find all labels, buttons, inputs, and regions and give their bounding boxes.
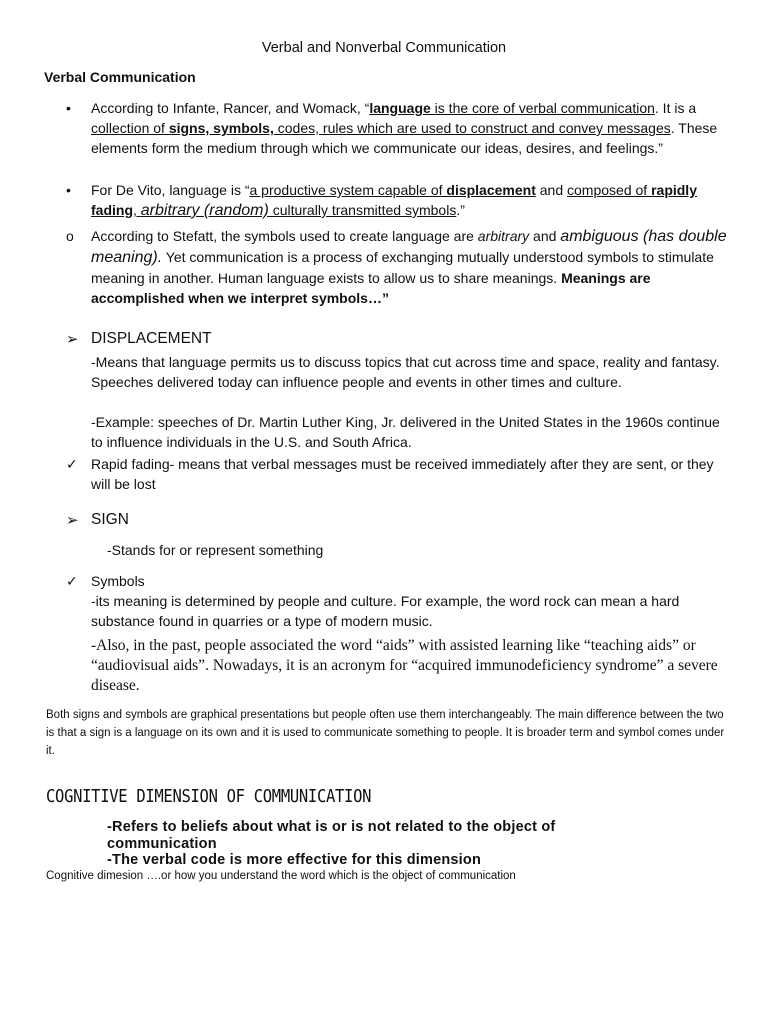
arrow-bullet-icon: ➢ [66,331,79,348]
underlined-text: , [133,202,141,218]
checkmark-icon: ✓ [66,456,78,472]
sign-definition: -Stands for or represent something [107,542,324,558]
cognitive-verbal-code: -The verbal code is more effective for this dimension [107,852,481,868]
underlined-text: composed of [567,182,652,198]
bullet-text: According to Stefatt, the symbols used to create language are [91,228,478,244]
symbols-definition: -its meaning is determined by people and culture. For example, the word rock can mean a hard substance found in quarries or a type of modern music. [91,593,680,629]
bold-text: Meanings are accomplished when we interpret symbols…” [91,270,651,306]
bullet-text: For De Vito, language is “ [91,182,250,198]
underlined-text: codes, rules which are used to construct and convey messages [273,120,671,136]
displacement-heading: DISPLACEMENT [91,330,212,347]
bullet-text: . It is a [654,100,697,116]
checkmark-icon: ✓ [66,573,78,589]
displacement-definition: -Means that language permits us to discuss topics that cut across time and space, reality and fantasy. Speeches delivered today can influence people and events in other times and culture. [91,354,720,390]
italic-text: arbitrary [477,228,530,244]
arrow-bullet-icon: ➢ [66,512,79,529]
underlined-text: a productive system capable of [249,182,447,198]
sign-heading: SIGN [91,511,129,528]
bullet-text: and [529,228,561,244]
bullet-infante [91,98,731,158]
bullet-text: Yet communication is a process of exchanging mutually understood symbols to stimulate meaning in another. Human language exists to allow us to share meanings. [91,249,714,286]
bullet-dot-icon: • [66,182,71,198]
italic-underlined-text: arbitrary (random) [140,202,269,219]
bullet-dot-icon: • [66,100,71,116]
underlined-text: is the core of verbal communication [430,100,655,116]
bullet-text: and [535,182,568,198]
bullet-text: . These elements form the medium through which we communicate our ideas, desires, and feelings.” [91,120,718,156]
italic-text: ambiguous (has double meaning). [91,228,727,266]
rapid-fading-text: Rapid fading- means that verbal messages must be received immediately after they are sent, or they will be lost [91,456,714,492]
bold-underlined-text: language [369,100,431,116]
underlined-text: culturally transmitted symbols [268,202,457,218]
underlined-text: collection of [91,120,169,136]
bullet-text: According to Infante, Rancer, and Womack, “ [91,100,370,116]
symbols-heading: Symbols [91,573,145,589]
symbols-aids-example: -Also, in the past, people associated the word “aids” with assisted learning like “teaching aids” or “audiovisual aids”. Nowadays, it is an acronym for “acquired immunodeficiency syndrome” a severe disease. [91,637,718,694]
displacement-example: -Example: speeches of Dr. Martin Luther King, Jr. delivered in the United States in the 1960s continue to influence individuals in the U.S. and South Africa. [91,414,720,450]
signs-symbols-paragraph: Both signs and symbols are graphical presentations but people often use them interchangeably. The main difference between the two is that a sign is a language on its own and it is used to communicate something to people. It is broader term and symbol comes under it. [46,709,725,757]
bold-underlined-text: signs, symbols, [168,120,274,136]
bullet-text: .” [456,202,465,218]
document-title: Verbal and Nonverbal Communication [261,40,507,56]
verbal-communication-heading: Verbal Communication [44,69,196,85]
cognitive-definition: -Refers to beliefs about what is or is not related to the object of communication [107,819,556,852]
bold-underlined-text: rapidly fading [91,182,697,218]
bullet-circle-icon: o [66,228,74,244]
cognitive-heading: COGNITIVE DIMENSION OF COMMUNICATION [46,786,372,807]
bullet-devito [91,180,731,221]
cognitive-note: Cognitive dimesion ….or how you understand the word which is the object of communication [46,870,516,882]
bullet-stefatt [91,226,731,308]
bold-underlined-text: displacement [446,182,536,198]
